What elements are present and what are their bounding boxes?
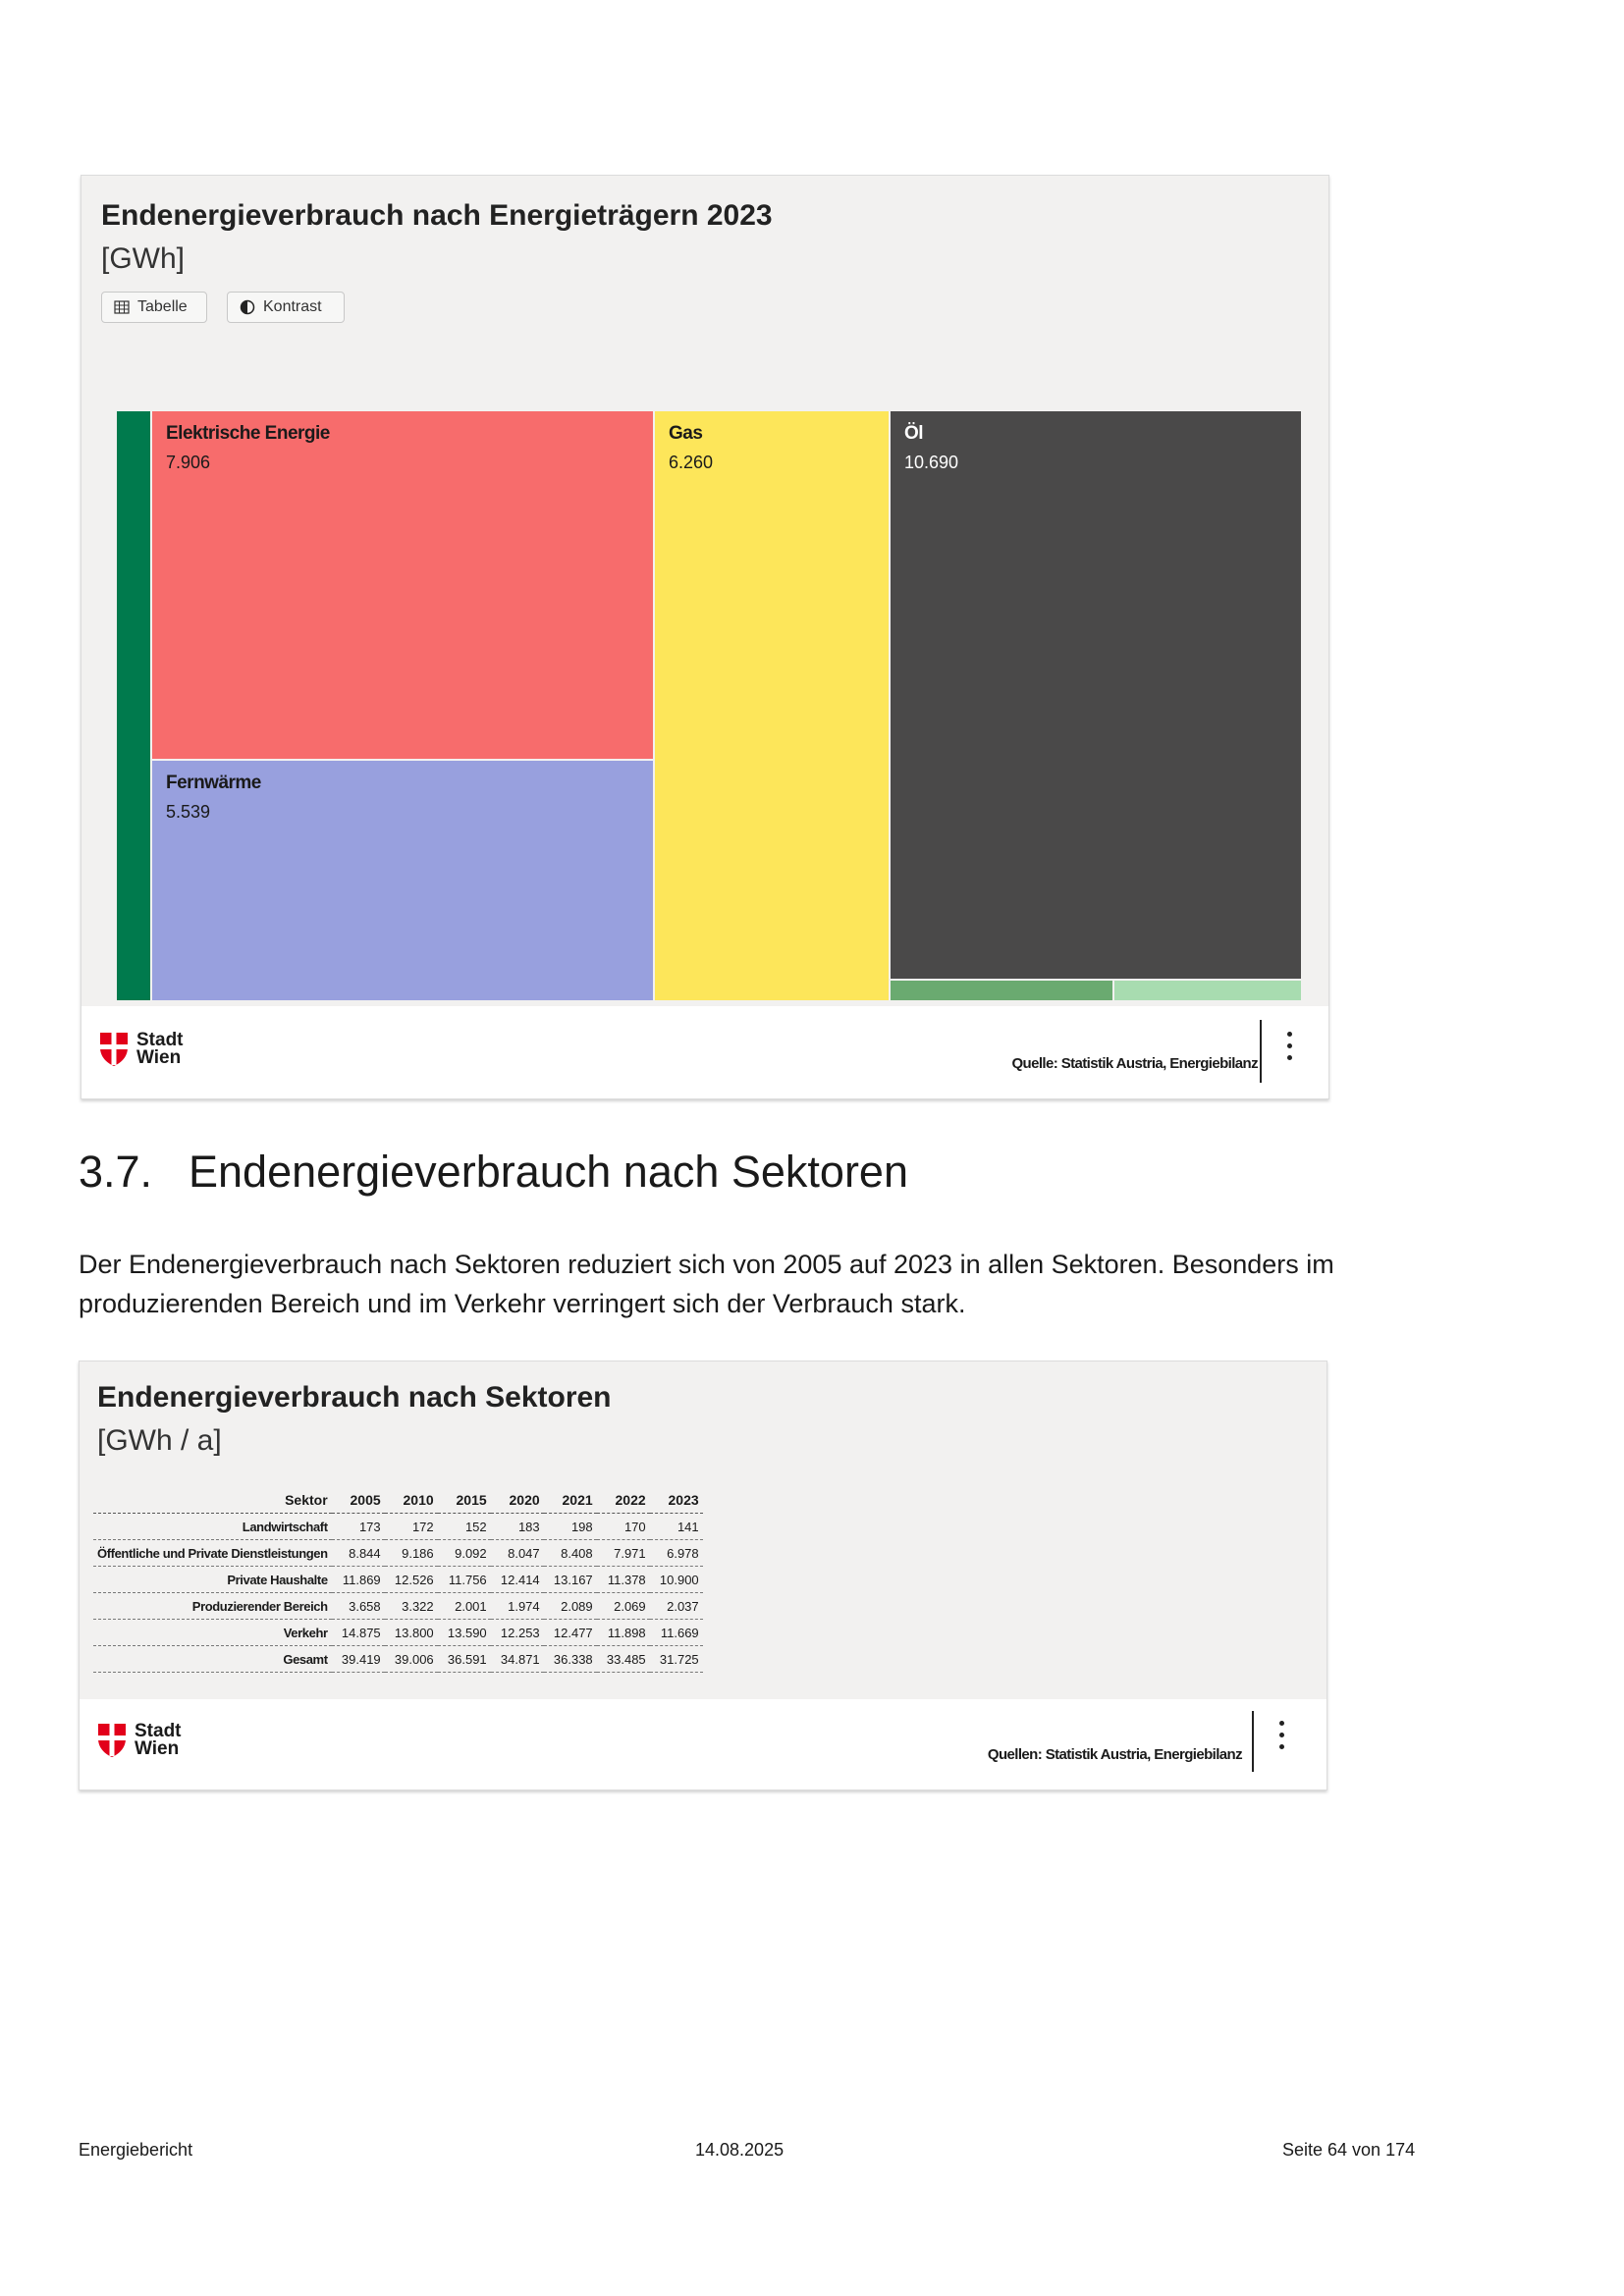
table-cell: 183 — [491, 1514, 544, 1540]
table-cell: 12.253 — [491, 1620, 544, 1646]
footer-page-number: Seite 64 von 174 — [1282, 2140, 1416, 2160]
chart-footer — [81, 1006, 1328, 1098]
table-row — [93, 1593, 703, 1620]
table-cell: 141 — [650, 1514, 703, 1540]
column-header: 2020 — [491, 1487, 544, 1514]
treemap-tile-elektrische-energie[interactable] — [152, 411, 655, 761]
treemap-tile-gas[interactable] — [655, 411, 891, 1002]
treemap-tile-unlabeled-green[interactable] — [117, 411, 152, 1002]
table-cell: 8.047 — [491, 1540, 544, 1567]
table-cell: 3.658 — [332, 1593, 385, 1620]
table-row — [93, 1514, 703, 1540]
table-header-row — [93, 1487, 703, 1514]
wien-shield-icon — [99, 1032, 129, 1067]
table-cell: 173 — [332, 1514, 385, 1540]
table-cell: 11.378 — [597, 1567, 650, 1593]
logo-line-wien: Wien — [136, 1047, 182, 1068]
table-cell: 14.875 — [332, 1620, 385, 1646]
row-label: Private Haushalte — [93, 1567, 332, 1593]
treemap-chart-card — [81, 175, 1329, 1099]
row-label: Landwirtschaft — [93, 1514, 332, 1540]
table-cell: 10.900 — [650, 1567, 703, 1593]
table-cell: 9.186 — [385, 1540, 438, 1567]
table-view-label: Tabelle — [137, 298, 188, 315]
table-cell: 11.756 — [438, 1567, 491, 1593]
table-cell: 13.590 — [438, 1620, 491, 1646]
tile-label: Elektrische Energie — [166, 423, 330, 444]
table-cell: 36.591 — [438, 1646, 491, 1673]
tile-label: Fernwärme — [166, 773, 261, 793]
column-header: 2021 — [544, 1487, 597, 1514]
logo-line-wien: Wien — [135, 1738, 180, 1759]
table-cell: 2.037 — [650, 1593, 703, 1620]
wien-shield-icon — [97, 1723, 127, 1758]
tile-value: 10.690 — [904, 453, 959, 472]
tile-value: 7.906 — [166, 453, 211, 472]
section-title: Endenergieverbrauch nach Sektoren — [189, 1147, 908, 1197]
row-label: Öffentliche und Private Dienstleistungen — [93, 1540, 332, 1567]
table-cell: 7.971 — [597, 1540, 650, 1567]
table-row — [93, 1540, 703, 1567]
table-cell: 39.006 — [385, 1646, 438, 1673]
table-cell: 13.167 — [544, 1567, 597, 1593]
table-cell: 6.978 — [650, 1540, 703, 1567]
table-footer — [80, 1699, 1326, 1789]
contrast-button[interactable] — [227, 292, 345, 323]
footer-divider — [1260, 1020, 1262, 1083]
footer-divider — [1252, 1711, 1254, 1772]
table-cell: 3.322 — [385, 1593, 438, 1620]
stadt-wien-logo — [99, 1032, 184, 1067]
table-cell: 8.408 — [544, 1540, 597, 1567]
row-label: Verkehr — [93, 1620, 332, 1646]
section-paragraph: Der Endenergieverbrauch nach Sektoren reduziert sich von 2005 auf 2023 in allen Sektoren. Besonders im produzierenden Bereich und im Verkehr verringert sich der Verbrauch stark. — [79, 1250, 1334, 1318]
sector-table-card — [79, 1361, 1327, 1790]
table-cell: 11.669 — [650, 1620, 703, 1646]
column-header: 2015 — [438, 1487, 491, 1514]
table-view-button[interactable] — [101, 292, 207, 323]
table-cell: 31.725 — [650, 1646, 703, 1673]
table-cell: 39.419 — [332, 1646, 385, 1673]
treemap-tile-unlabeled-light-green[interactable] — [1114, 981, 1303, 1002]
table-cell: 12.414 — [491, 1567, 544, 1593]
tile-value: 6.260 — [669, 453, 714, 472]
contrast-label: Kontrast — [263, 298, 322, 315]
table-cell: 34.871 — [491, 1646, 544, 1673]
table-cell: 8.844 — [332, 1540, 385, 1567]
table-body — [93, 1514, 703, 1673]
stadt-wien-logo — [97, 1723, 182, 1758]
footer-document-name: Energiebericht — [79, 2140, 193, 2160]
table-title: Endenergieverbrauch nach Sektoren — [97, 1381, 612, 1414]
tile-value: 5.539 — [166, 802, 211, 822]
table-row — [93, 1567, 703, 1593]
table-cell: 2.069 — [597, 1593, 650, 1620]
column-header: 2005 — [332, 1487, 385, 1514]
table-unit: [GWh / a] — [97, 1424, 222, 1457]
treemap-tile-unlabeled-mid-green[interactable] — [891, 981, 1114, 1002]
table-cell: 2.001 — [438, 1593, 491, 1620]
table-row — [93, 1620, 703, 1646]
source-note: Quellen: Statistik Austria, Energiebilanz — [987, 1746, 1242, 1763]
table-icon — [114, 299, 130, 315]
footer-date: 14.08.2025 — [695, 2140, 785, 2160]
column-header: 2023 — [650, 1487, 703, 1514]
treemap-tile-fernwaerme[interactable] — [152, 761, 655, 1002]
table-cell: 12.477 — [544, 1620, 597, 1646]
contrast-icon — [240, 299, 255, 315]
more-options-icon[interactable] — [1279, 1721, 1285, 1756]
table-cell: 2.089 — [544, 1593, 597, 1620]
chart-unit: [GWh] — [101, 242, 186, 275]
table-cell: 11.869 — [332, 1567, 385, 1593]
section-number: 3.7. — [79, 1147, 153, 1197]
table-cell: 152 — [438, 1514, 491, 1540]
chart-title: Endenergieverbrauch nach Energieträgern 2023 — [101, 199, 773, 232]
source-note: Quelle: Statistik Austria, Energiebilanz — [1011, 1055, 1258, 1072]
column-header: Sektor — [93, 1487, 332, 1514]
tile-label: Öl — [904, 423, 924, 444]
row-label: Produzierender Bereich — [93, 1593, 332, 1620]
treemap-tile-oel[interactable] — [891, 411, 1303, 981]
table-cell: 198 — [544, 1514, 597, 1540]
table-cell: 36.338 — [544, 1646, 597, 1673]
row-label: Gesamt — [93, 1646, 332, 1673]
table-cell: 9.092 — [438, 1540, 491, 1567]
column-header: 2022 — [597, 1487, 650, 1514]
more-options-icon[interactable] — [1287, 1032, 1293, 1067]
sector-table — [93, 1487, 703, 1673]
table-row — [93, 1646, 703, 1673]
table-cell: 1.974 — [491, 1593, 544, 1620]
table-cell: 33.485 — [597, 1646, 650, 1673]
table-cell: 11.898 — [597, 1620, 650, 1646]
logo-line-stadt: Stadt — [135, 1721, 182, 1741]
section-heading — [79, 1147, 908, 1198]
table-cell: 172 — [385, 1514, 438, 1540]
tile-label: Gas — [669, 423, 703, 444]
table-cell: 12.526 — [385, 1567, 438, 1593]
treemap — [117, 411, 1303, 1002]
table-cell: 13.800 — [385, 1620, 438, 1646]
column-header: 2010 — [385, 1487, 438, 1514]
table-cell: 170 — [597, 1514, 650, 1540]
logo-line-stadt: Stadt — [136, 1030, 184, 1050]
